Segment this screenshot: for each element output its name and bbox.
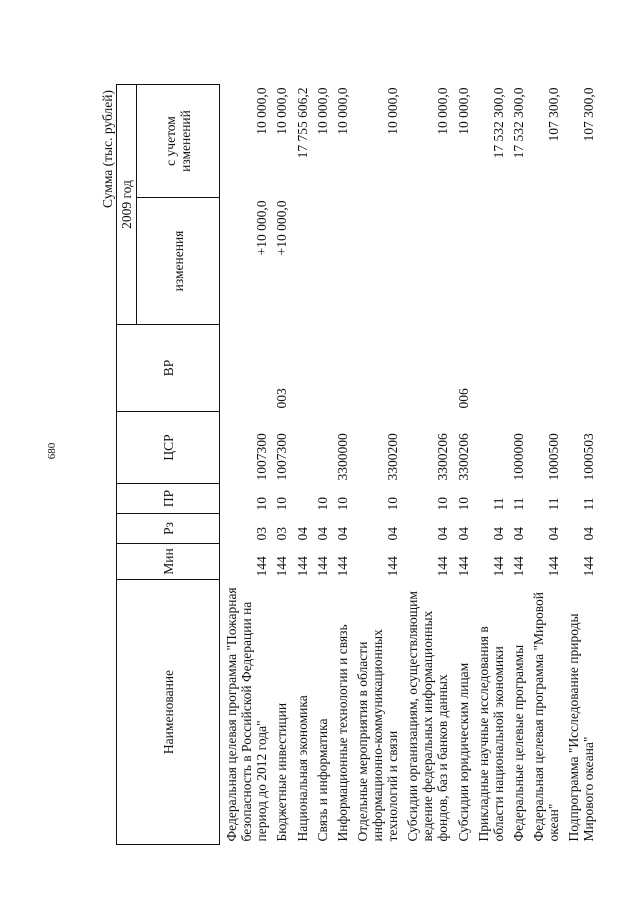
row-change (311, 198, 331, 325)
row-total: 10 000,0 (385, 87, 401, 135)
row-min: 144 (314, 556, 330, 577)
row-vr (311, 325, 331, 412)
header-changes: изменения (137, 198, 220, 325)
row-total: 10 000,0 (314, 87, 330, 135)
row-vr (220, 325, 271, 412)
header-pr: ПР (117, 484, 220, 514)
row-min: 144 (510, 556, 526, 577)
row-name: Субсидии организациям, осуществляющим ведение федеральных информационных фондов, баз и банков данных (405, 591, 451, 842)
row-total: 10 000,0 (254, 87, 270, 135)
row-min: 144 (455, 556, 471, 577)
table-row (507, 85, 527, 845)
table-row (270, 85, 290, 845)
row-vr: 006 (455, 388, 471, 409)
page-number: 680 (46, 442, 58, 460)
table-body (220, 85, 598, 845)
header-row-1 (117, 85, 137, 845)
row-min: 144 (490, 556, 506, 577)
table-row (351, 85, 401, 845)
row-min: 144 (435, 556, 451, 577)
header-rz: Рз (117, 514, 220, 544)
row-vr (351, 325, 401, 412)
row-csr: 3300000 (334, 433, 350, 481)
row-rz: 04 (581, 527, 597, 541)
row-total: 10 000,0 (334, 87, 350, 135)
row-pr: 10 (274, 497, 290, 511)
row-total: 17 532 300,0 (490, 87, 506, 159)
row-min: 144 (254, 556, 270, 577)
row-name: Национальная экономика (294, 695, 310, 842)
row-vr (527, 325, 562, 412)
row-change (472, 198, 507, 325)
table-row (452, 85, 472, 845)
row-total: 10 000,0 (455, 87, 471, 135)
row-vr: 003 (274, 388, 290, 409)
row-pr (291, 484, 311, 514)
table-row (291, 85, 311, 845)
row-change (331, 198, 351, 325)
row-min: 144 (334, 556, 350, 577)
rotated-table-area (100, 85, 640, 845)
row-csr: 1000000 (510, 433, 526, 481)
row-total: 10 000,0 (274, 87, 290, 135)
budget-table (116, 84, 597, 845)
table-row (527, 85, 562, 845)
row-rz: 03 (274, 527, 290, 541)
header-with-changes: с учетом изменений (137, 85, 220, 198)
row-vr (401, 325, 451, 412)
row-min: 144 (546, 556, 562, 577)
header-name: Наименование (117, 580, 220, 845)
row-vr (562, 325, 597, 412)
row-pr: 10 (455, 497, 471, 511)
row-csr: 1007300 (254, 433, 270, 481)
row-pr: 11 (546, 497, 562, 511)
row-change (401, 198, 451, 325)
row-total: 107 300,0 (581, 87, 597, 142)
row-name: Федеральная целевая программа "Пожарная безопасность в Российской Федерации на период до 2012 года" (224, 587, 270, 842)
header-min: Мин (117, 544, 220, 580)
row-change: +10 000,0 (274, 200, 290, 256)
row-name: Подпрограмма "Исследование природы Мирового океана" (566, 613, 597, 842)
row-rz: 03 (254, 527, 270, 541)
row-csr (311, 412, 331, 484)
row-csr: 1000503 (581, 433, 597, 481)
row-pr: 10 (254, 497, 270, 511)
row-min: 144 (581, 556, 597, 577)
row-change (291, 198, 311, 325)
row-csr: 3300206 (455, 433, 471, 481)
row-change (507, 198, 527, 325)
row-vr (331, 325, 351, 412)
row-pr: 10 (334, 497, 350, 511)
row-name: Отдельные мероприятия в области информационно-коммуникационных технологий и связи (354, 629, 401, 842)
unit-caption: Сумма (тыс. рублей) (100, 90, 115, 208)
row-change (351, 198, 401, 325)
row-total: 17 755 606,2 (294, 87, 310, 159)
table-row (311, 85, 331, 845)
row-rz: 04 (510, 527, 526, 541)
row-min: 144 (274, 556, 290, 577)
row-csr: 1000500 (546, 433, 562, 481)
header-csr: ЦСР (117, 412, 220, 484)
row-name: Прикладные научные исследования в области национальной экономики (475, 626, 506, 842)
row-name: Связь и информатика (314, 718, 330, 842)
row-rz: 04 (490, 527, 506, 541)
row-change: +10 000,0 (254, 200, 270, 256)
table-row (401, 85, 451, 845)
row-rz: 04 (294, 527, 310, 541)
table-row (331, 85, 351, 845)
row-rz: 04 (455, 527, 471, 541)
row-pr: 10 (435, 497, 451, 511)
row-csr: 3300206 (435, 433, 451, 481)
row-pr: 11 (510, 497, 526, 511)
row-pr: 11 (581, 497, 597, 511)
row-name: Субсидии юридическим лицам (455, 662, 471, 842)
row-vr (291, 325, 311, 412)
header-vr: ВР (117, 325, 220, 412)
row-change (452, 198, 472, 325)
row-vr (472, 325, 507, 412)
table-row (562, 85, 597, 845)
header-year: 2009 год (117, 85, 137, 325)
row-change (562, 198, 597, 325)
row-name: Информационные технологии и связь (334, 624, 350, 842)
row-rz: 04 (546, 527, 562, 541)
row-csr (291, 412, 311, 484)
row-rz: 04 (334, 527, 350, 541)
row-vr (507, 325, 527, 412)
row-rz: 04 (314, 527, 330, 541)
row-pr: 10 (314, 497, 330, 511)
row-name: Федеральные целевые программы (510, 644, 526, 842)
table-row (472, 85, 507, 845)
row-rz: 04 (435, 527, 451, 541)
row-change (527, 198, 562, 325)
row-min: 144 (294, 556, 310, 577)
row-name: Бюджетные инвестиции (274, 702, 290, 842)
row-csr: 1007300 (274, 433, 290, 481)
row-total: 10 000,0 (435, 87, 451, 135)
row-rz: 04 (385, 527, 401, 541)
row-name: Федеральная целевая программа "Мировой океан" (530, 592, 562, 842)
row-min: 144 (385, 556, 401, 577)
row-total: 17 532 300,0 (510, 87, 526, 159)
row-csr (472, 412, 507, 484)
table-row (220, 85, 271, 845)
row-pr: 10 (385, 497, 401, 511)
row-csr: 3300200 (385, 433, 401, 481)
row-pr: 11 (490, 497, 506, 511)
row-total: 107 300,0 (546, 87, 562, 142)
